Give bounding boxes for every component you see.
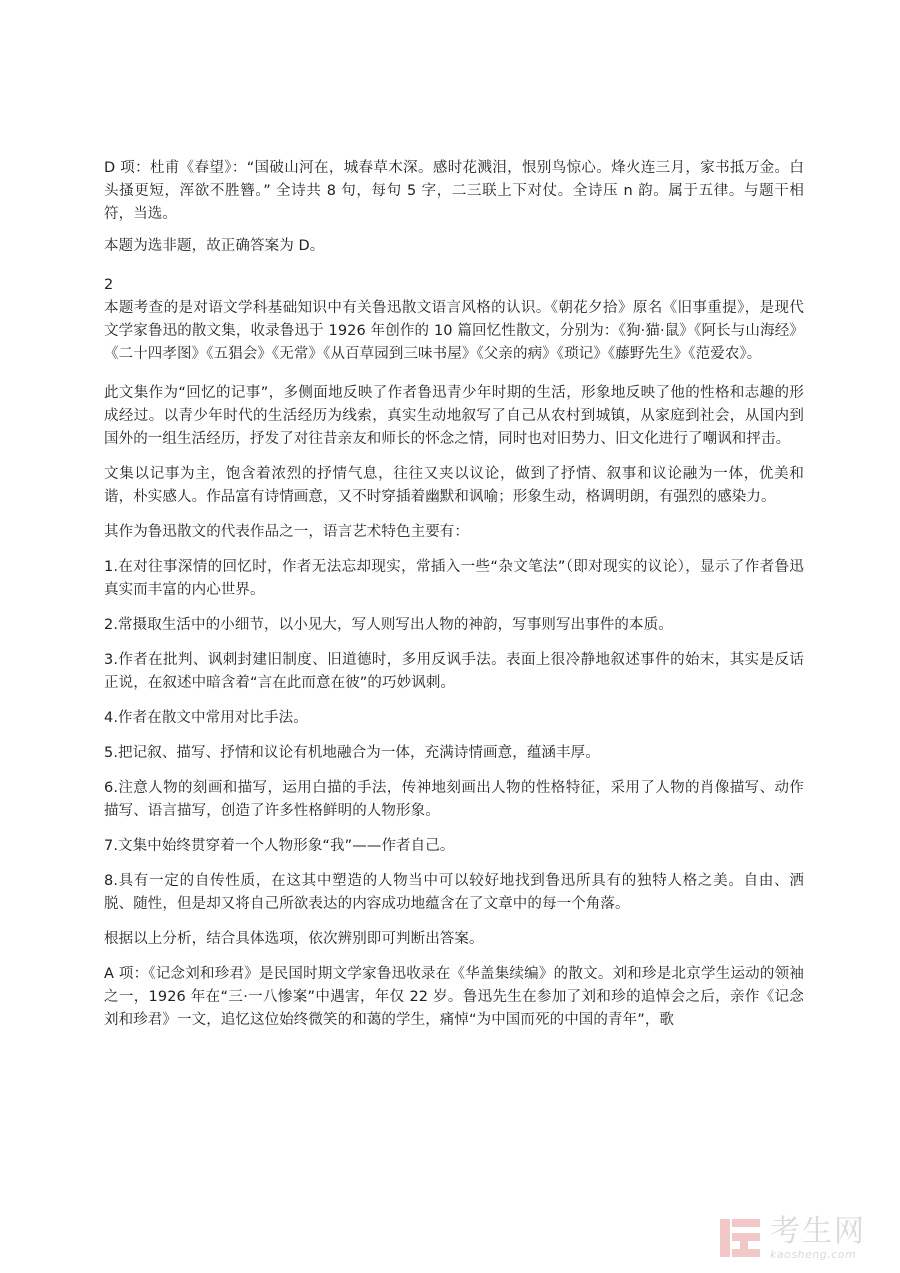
paragraph-intro: 本题考查的是对语文学科基础知识中有关鲁迅散文语言风格的认识。《朝花夕拾》原名《旧事重提》，是现代文学家鲁迅的散文集，收录鲁迅于 1926 年创作的 10 篇回忆性散文，分别为：《狗·猫·鼠》《阿长与山海经》《二十四孝图》《五猖会》《无常》《从百草园到三味书屋》《父亲的病》《琐记》《藤野先生》《范爱农》。 — [104, 300, 804, 362]
list-item-5: 5.把记叙、描写、抒情和议论有机地融合为一体，充满诗情画意，蕴涵丰厚。 — [104, 745, 600, 761]
paragraph-a-option: A 项：《记念刘和珍君》是民国时期文学家鲁迅收录在《华盖集续编》的散文。刘和珍是北京学生运动的领袖之一，1926 年在“三·一八惨案”中遇害，年仅 22 岁。鲁迅先生在参加了刘和珍的追悼会之后，亲作《记念刘和珍君》一文，追忆这位始终微笑的和蔼的学生，痛悼“为中国而死的中国的青年”，歌 — [104, 966, 804, 1028]
document-body — [104, 157, 804, 1041]
list-item-7: 7.文集中始终贯穿着一个人物形象“我”——作者自己。 — [104, 838, 455, 854]
watermark-logo-icon — [718, 1215, 764, 1261]
paragraph-style: 文集以记事为主，饱含着浓烈的抒情气息，往往又夹以议论，做到了抒情、叙事和议论融为一体，优美和谐，朴实感人。作品富有诗情画意，又不时穿插着幽默和讽喻；形象生动，格调明朗，有强烈的感染力。 — [104, 466, 804, 505]
list-item-6: 6.注意人物的刻画和描写，运用白描的手法，传神地刻画出人物的性格特征，采用了人物的肖像描写、动作描写、语言描写，创造了许多性格鲜明的人物形象。 — [104, 780, 804, 819]
paragraph-answer: 本题为选非题，故正确答案为 D。 — [104, 238, 325, 254]
list-item-8: 8.具有一定的自传性质，在这其中塑造的人物当中可以较好地找到鲁迅所具有的独特人格之美。自由、洒脱、随性，但是却又将自己所欲表达的内容成功地蕴含在了文章中的每一个角落。 — [104, 873, 804, 912]
watermark-text: 考生网 — [770, 1213, 866, 1249]
paragraph-d-option: D 项：杜甫《春望》：“国破山河在，城春草木深。感时花溅泪，恨别鸟惊心。烽火连三月，家书抵万金。白头搔更短，浑欲不胜簪。” 全诗共 8 句，每句 5 字，二三联上下对仗。全诗压 n 韵。属于五律。与题干相符，当选。 — [104, 160, 804, 222]
watermark-url: kaosheng.com — [770, 1247, 857, 1261]
watermark — [718, 1212, 888, 1264]
list-item-1: 1.在对往事深情的回忆时，作者无法忘却现实，常插入一些“杂文笔法”（即对现实的议论），显示了作者鲁迅真实而丰富的内心世界。 — [104, 559, 804, 598]
paragraph-conclusion: 根据以上分析，结合具体选项，依次辨别即可判断出答案。 — [104, 931, 484, 947]
list-item-4: 4.作者在散文中常用对比手法。 — [104, 710, 308, 726]
list-item-3: 3.作者在批判、讽刺封建旧制度、旧道德时，多用反讽手法。表面上很冷静地叙述事件的始末，其实是反话正说，在叙述中暗含着“言在此而意在彼”的巧妙讽刺。 — [104, 652, 804, 691]
question-number: 2 — [104, 277, 114, 293]
paragraph-collection: 此文集作为“回忆的记事”，多侧面地反映了作者鲁迅青少年时期的生活，形象地反映了他的性格和志趣的形成经过。以青少年时代的生活经历为线索，真实生动地叙写了自己从农村到城镇，从家庭到社会，从国内到国外的一组生活经历，抒发了对往昔亲友和师长的怀念之情，同时也对旧势力、旧文化进行了嘲讽和抨击。 — [104, 385, 804, 447]
list-item-2: 2.常摄取生活中的小细节，以小见大，写人则写出人物的神韵，写事则写出事件的本质。 — [104, 617, 673, 633]
paragraph-features-intro: 其作为鲁迅散文的代表作品之一，语言艺术特色主要有： — [104, 524, 469, 540]
